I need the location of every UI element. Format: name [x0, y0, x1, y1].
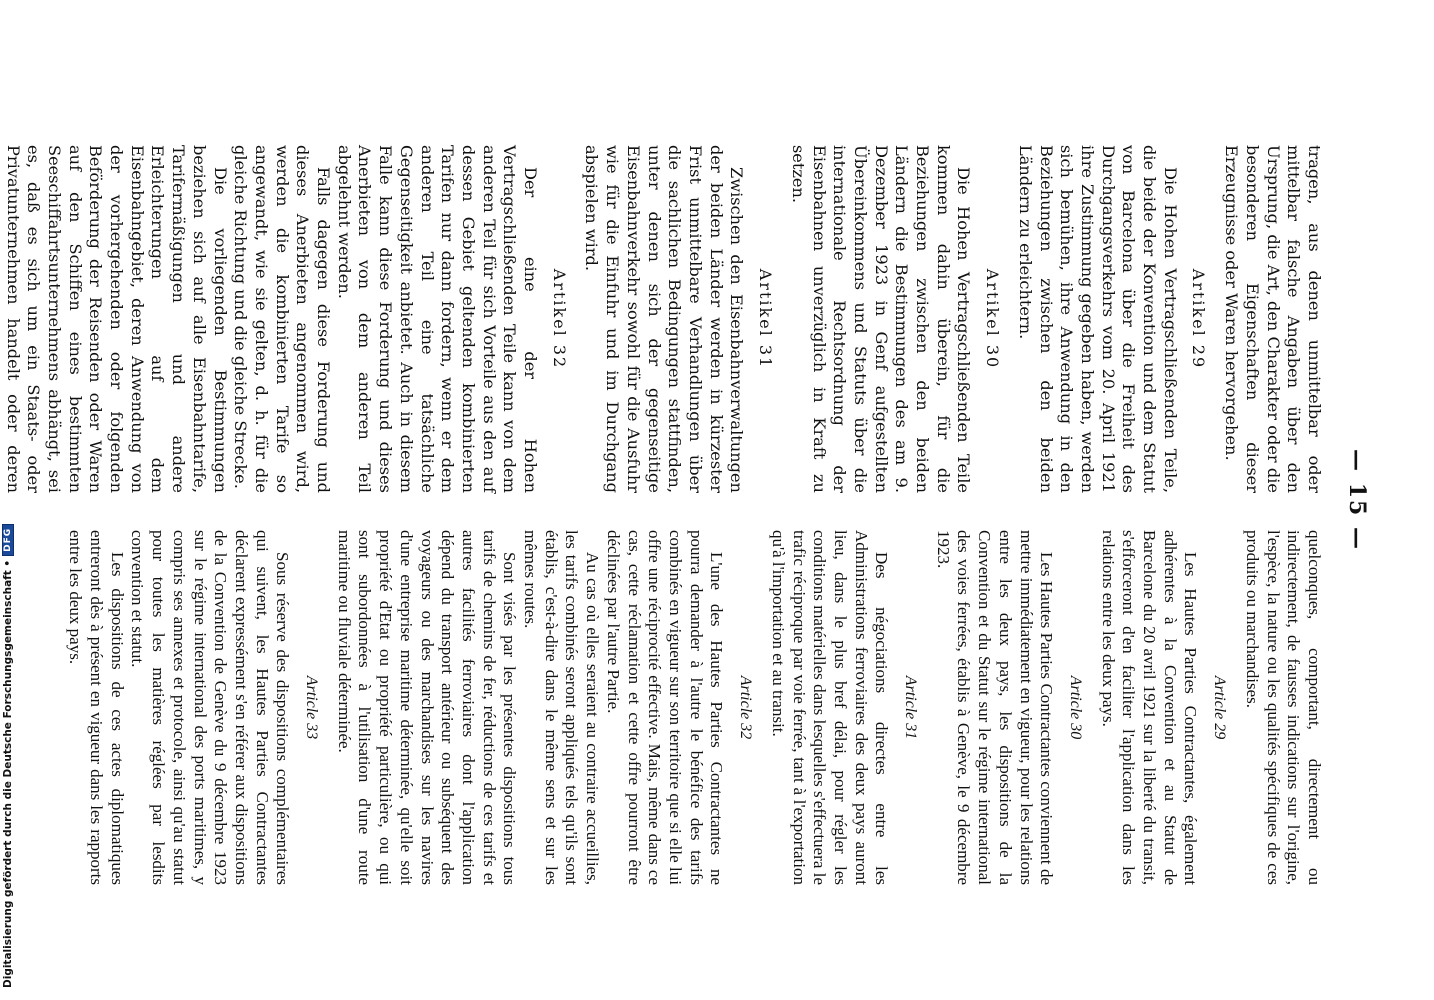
german-intro-paragraph: tragen, aus denen unmittelbar oder mittelbar falsche Angaben über den Ursprung, die Art, den Charakter oder die besonderen Eigenschaften dieser Erzeugnisse oder Waren hervorgehen.: [1222, 145, 1324, 493]
french-article-32-heading: Article 32: [737, 675, 755, 740]
german-article-29-text: Die Hohen Vertragschließenden Teile, die beide der Konvention und dem Statut von Barcelona über die Freiheit des Durchgangsverkehrs vom 20. April 1921 ihre Zustimmung gegeben haben, werden sich bemühen, ihre Anwendung in den Beziehungen zwischen den beiden Ländern zu erleichtern.: [1015, 145, 1180, 493]
german-article-32-text-3: Die vorliegenden Bestimmungen beziehen sich auf alle Eisenbahntarife, Tarifermäßigungen und andere Erleichterungen auf dem Eisenbahngebiet, deren Anwendung von der vorhergehenden oder folgenden Beförderung der Reisenden oder Waren auf den Schiffen eines bestimmten Seeschiffahrtsunternehmens abhängt, sei es, daß es sich um ein Staats- oder Privatunternehmen handelt oder deren: [3, 145, 230, 493]
french-article-33-heading: Article 33: [303, 675, 321, 740]
french-article-32-text-1: L'une des Hautes Parties Contractantes ne pourra demander à l'autre le bénéfice des tarifs combinés en vigueur sur son territoire que si elle lui offre une réciprocité effective. Mais, même dans ce cas, cette réclamation et cette offre pourront être déclinées par l'autre Partie.: [603, 530, 727, 885]
french-intro-paragraph: quelconques, comportant, directement ou indirectement, de fausses indications sur l'origine, l'espèce, la nature ou les qualités spécifiques de ces produits ou marchandises.: [1242, 530, 1324, 885]
german-article-29-heading: Artikel 29: [1189, 268, 1209, 370]
dfg-logo-icon: DFG: [2, 524, 14, 556]
french-article-30-text: Les Hautes Parties Contractantes conviennent de mettre immédiatement en vigueur, pour les relations entre les deux pays, les dispositions de la Convention et du Statut sur le régime international des voies ferrées, établis à Genève, le 9 décembre 1923.: [933, 530, 1057, 885]
german-article-30-heading: Artikel 30: [983, 268, 1003, 370]
digitization-credit-text: Digitalisierung gefördert durch die Deutsche Forschungsgemeinschaft •: [2, 559, 14, 988]
french-article-30-heading: Article 30: [1066, 675, 1084, 740]
french-article-33-text-2: Les dispositions de ces actes diplomatiques entreront dès à présent en vigueur dans les rapports entre les deux pays.: [66, 530, 127, 885]
german-article-32-text-2: Falls dagegen diese Forderung und dieses Anerbieten angenommen wird, werden die kombinierten Tarife so angewandt, wie sie gelten, d. h. für die gleiche Richtung und die gleiche Strecke.: [231, 145, 334, 493]
french-column: [65, 530, 1324, 885]
french-article-31-heading: Article 31: [902, 675, 920, 740]
french-article-33-text-1: Sous réserve des dispositions complémentaires qui suivent, les Hautes Parties Contractantes déclarent expressément s'en référer aux dispositions de la Convention de Genève du 9 décembre 1923 sur le régime international des ports maritimes, y compris ses annexes et protocole, ainsi qu'au statut pour toutes les matières réglées par lesdits convention et statut.: [128, 530, 293, 885]
german-article-30-text: Die Hohen Vertragschließenden Teile kommen dahin überein, für die Beziehungen zwischen den beiden Ländern die Bestimmungen des am 9. Dezember 1923 in Genf aufgestellten Übereinkommens und Statuts über die internationale Rechtsordnung der Eisenbahnen unverzüglich in Kraft zu setzen.: [788, 145, 974, 493]
french-article-32-text-3: Sont visés par les présentes dispositions tous tarifs de chemins de fer, réductions de ces tarifs et autres facilités ferroviaires dont l'application dépend du transport antérieur ou subséquent des voyageurs ou des marchandises sur les navires d'une entreprise maritime déterminée, qu'elle soit propriété d'Etat ou propriété particulière, ou qui sont subordonnées à l'utilisation d'une route maritime ou fluviale déterminée.: [334, 530, 520, 885]
digitization-credit: [2, 524, 14, 988]
german-article-32-heading: Artikel 32: [549, 268, 569, 370]
french-article-29-text: Les Hautes Parties Contractantes, également adhérentes à la Convention et au Statut de Barcelone du 20 avril 1921 sur la liberté du transit, s'efforceront d'en faciliter l'application dans les relations entre les deux pays.: [1098, 530, 1201, 885]
french-article-31-text: Des négociations directes entre les Administrations ferroviaires des deux pays auront lieu, dans le plus bref délai, pour régler les conditions matérielles dans lesquelles s'effectuera le trafic réciproque par voie ferrée, tant à l'exportation qu'à l'importation et au transit.: [768, 530, 892, 885]
french-article-29-heading: Article 29: [1211, 675, 1229, 740]
french-article-32-text-2: Au cas où elles seraient au contraire accueillies, les tarifs combinés seront appliqués tels qu'ils sont établis, c'est-à-dire dans le même sens et sur les mêmes routes.: [521, 530, 603, 885]
german-column: [0, 145, 1324, 493]
german-article-31-heading: Artikel 31: [756, 268, 776, 370]
page-number: — 15 —: [1344, 449, 1370, 551]
german-article-31-text: Zwischen den Eisenbahnverwaltungen der beiden Länder werden in kürzester Frist unmittelbare Verhandlungen über die sachlichen Bedingungen stattfinden, unter denen sich der gegenseitige Eisenbahnverkehr sowohl für die Ausfuhr wie für die Einfuhr und im Durchgang abspielen wird.: [582, 145, 747, 493]
german-article-32-text-1: Der eine der Hohen Vertragschließenden Teile kann von dem anderen Teil für sich Vorteile aus den auf dessen Gebiet geltenden kombinierten Tarifen nur dann fordern, wenn er dem anderen Teil eine tatsächliche Gegenseitigkeit anbietet. Auch in diesem Falle kann diese Forderung und dieses Anerbieten von dem anderen Teil abgelehnt werden.: [334, 145, 541, 493]
